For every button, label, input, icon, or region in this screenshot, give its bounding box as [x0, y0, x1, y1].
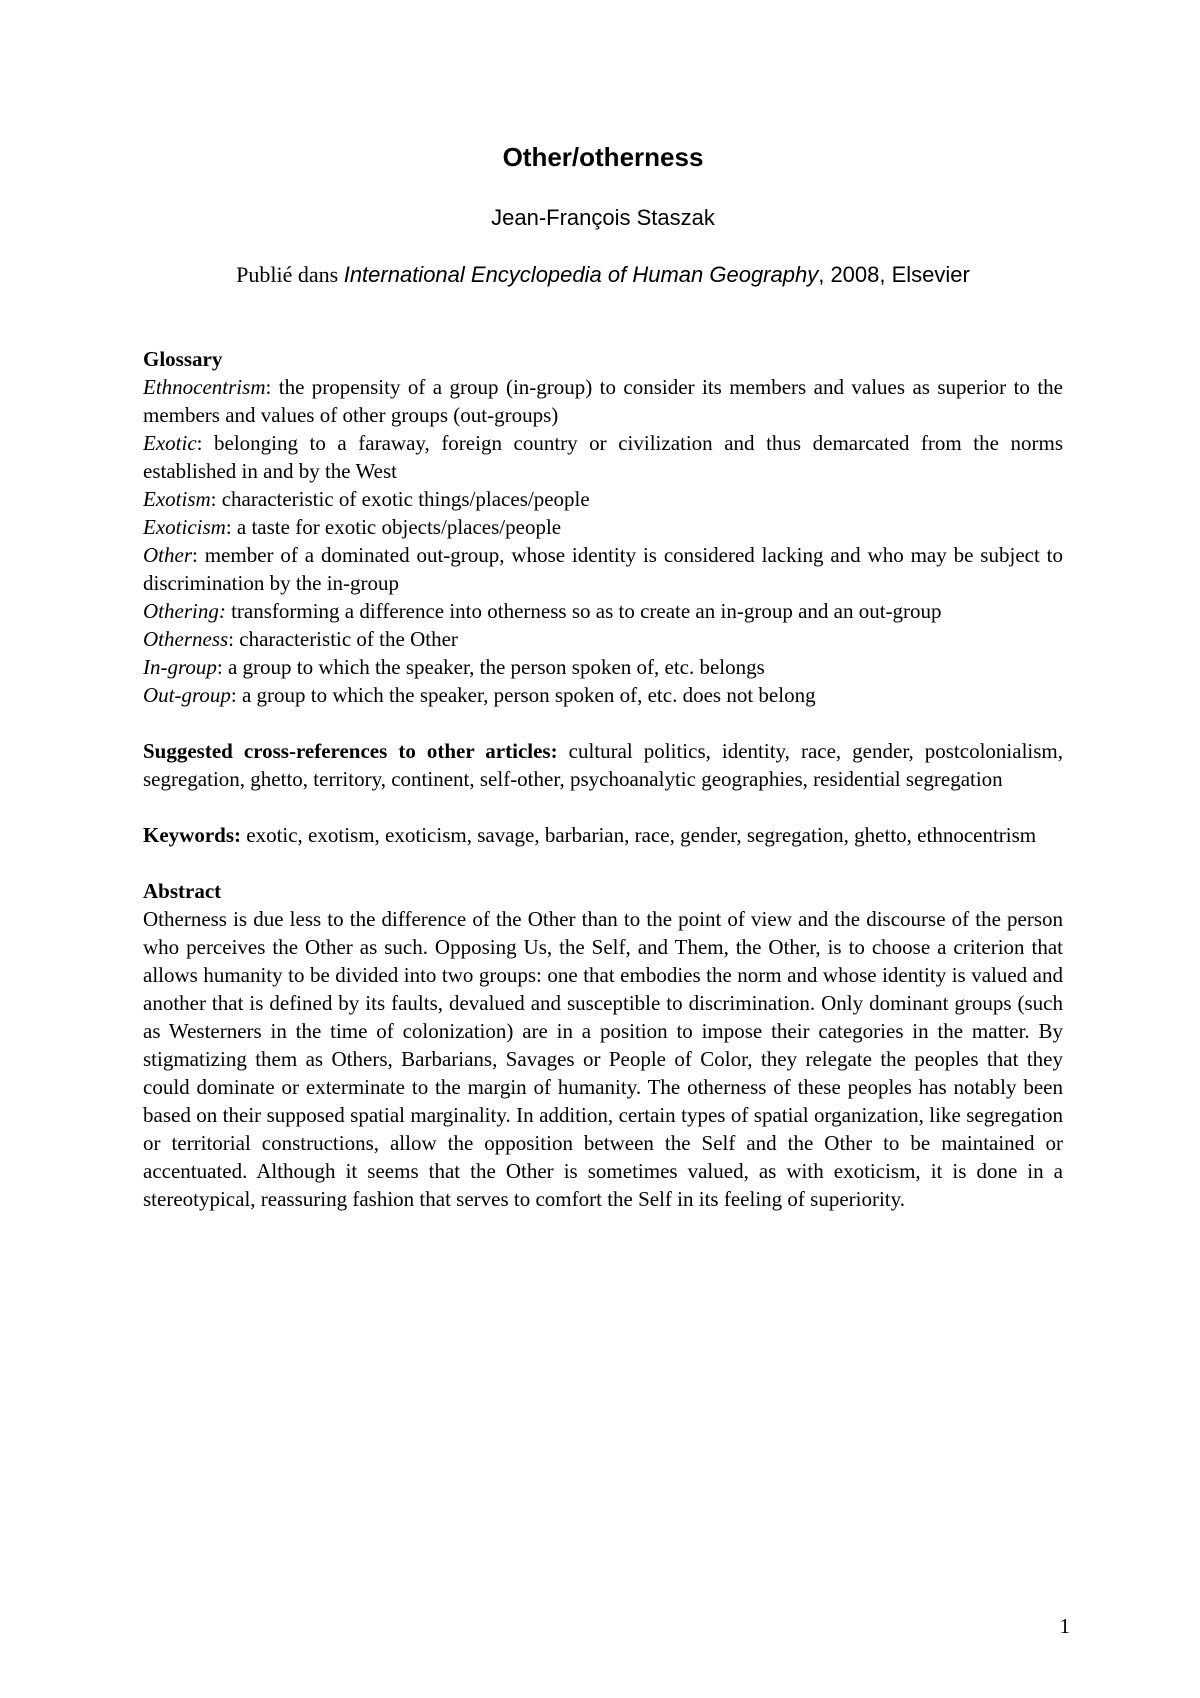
- glossary-term: Othering:: [143, 599, 226, 623]
- abstract-heading: Abstract: [143, 879, 222, 903]
- glossary-entry: [143, 485, 1063, 513]
- glossary-definition: transforming a difference into otherness so as to create an in-group and an out-group: [225, 599, 942, 623]
- keywords-paragraph: [143, 821, 1063, 849]
- publication-suffix: , 2008, Elsevier: [818, 262, 970, 287]
- glossary-heading: Glossary: [143, 347, 223, 371]
- author-name: Jean-François Staszak: [491, 205, 715, 230]
- glossary-definition: : member of a dominated out-group, whose identity is considered lacking and who may be subject to discrimination by the in-group: [143, 543, 1063, 595]
- glossary-definition: : characteristic of the Other: [228, 627, 458, 651]
- glossary-entry: [143, 625, 1063, 653]
- glossary-entry: [143, 429, 1063, 485]
- keywords-text: exotic, exotism, exoticism, savage, barbarian, race, gender, segregation, ghetto, ethnocentrism: [241, 823, 1037, 847]
- section-spacer: [143, 849, 1063, 877]
- glossary-term: Otherness: [143, 627, 229, 651]
- glossary-entry: [143, 541, 1063, 597]
- glossary-term: Ethnocentrism: [143, 375, 266, 399]
- glossary-definition: : a taste for exotic objects/places/people: [225, 515, 562, 539]
- glossary-term: Exoticism: [143, 515, 226, 539]
- glossary-definition: : belonging to a faraway, foreign country or civilization and thus demarcated from the norms established in and by the West: [143, 431, 1063, 483]
- cross-references-text: cultural politics, identity, race, gender, postcolonialism, segregation, ghetto, territory, continent, self-other, psychoanalytic geographies, residential segregation: [143, 739, 1063, 791]
- glossary-entry: [143, 373, 1063, 429]
- glossary-term: Exotism: [143, 487, 211, 511]
- document-title: Other/otherness: [502, 142, 704, 172]
- publication-line: [143, 262, 1063, 288]
- glossary-definition: : the propensity of a group (in-group) to consider its members and values as superior to the members and values of other groups (out-groups): [143, 375, 1063, 427]
- cross-references-paragraph: [143, 737, 1063, 793]
- glossary-definition: : characteristic of exotic things/places/people: [210, 487, 590, 511]
- cross-references-label: Suggested cross-references to other articles:: [143, 739, 558, 763]
- glossary-definition: : a group to which the speaker, person spoken of, etc. does not belong: [230, 683, 816, 707]
- glossary-definition: : a group to which the speaker, the person spoken of, etc. belongs: [216, 655, 765, 679]
- section-spacer: [143, 709, 1063, 737]
- glossary-term: Out-group: [143, 683, 231, 707]
- glossary-term: Exotic: [143, 431, 197, 455]
- section-spacer: [143, 793, 1063, 821]
- keywords-label: Keywords:: [143, 823, 241, 847]
- glossary-list: [143, 373, 1063, 709]
- abstract-text: Otherness is due less to the difference of the Other than to the point of view and the discourse of the person who perceives the Other as such. Opposing Us, the Self, and Them, the Other, is to choose a criterion that allows humanity to be divided into two groups: one that embodies the norm and whose identity is valued and another that is defined by its faults, devalued and susceptible to discrimination. Only dominant groups (such as Westerners in the time of colonization) are in a position to impose their categories in the matter. By stigmatizing them as Others, Barbarians, Savages or People of Color, they relegate the peoples that they could dominate or exterminate to the margin of humanity. The otherness of these peoples has notably been based on their supposed spatial marginality. In addition, certain types of spatial organization, like segregation or territorial constructions, allow the opposition between the Self and the Other to be maintained or accentuated. Although it seems that the Other is sometimes valued, as with exoticism, it is done in a stereotypical, reassuring fashion that serves to comfort the Self in its feeling of superiority.: [143, 907, 1063, 1211]
- document-body: [143, 345, 1063, 1213]
- glossary-entry: [143, 681, 1063, 709]
- page-number: 1: [1059, 1614, 1070, 1638]
- glossary-entry: [143, 597, 1063, 625]
- publication-work: International Encyclopedia of Human Geography: [343, 262, 819, 287]
- glossary-entry: [143, 513, 1063, 541]
- glossary-term: In-group: [143, 655, 217, 679]
- publication-prefix: Publié dans: [236, 262, 344, 287]
- glossary-term: Other: [143, 543, 192, 567]
- glossary-entry: [143, 653, 1063, 681]
